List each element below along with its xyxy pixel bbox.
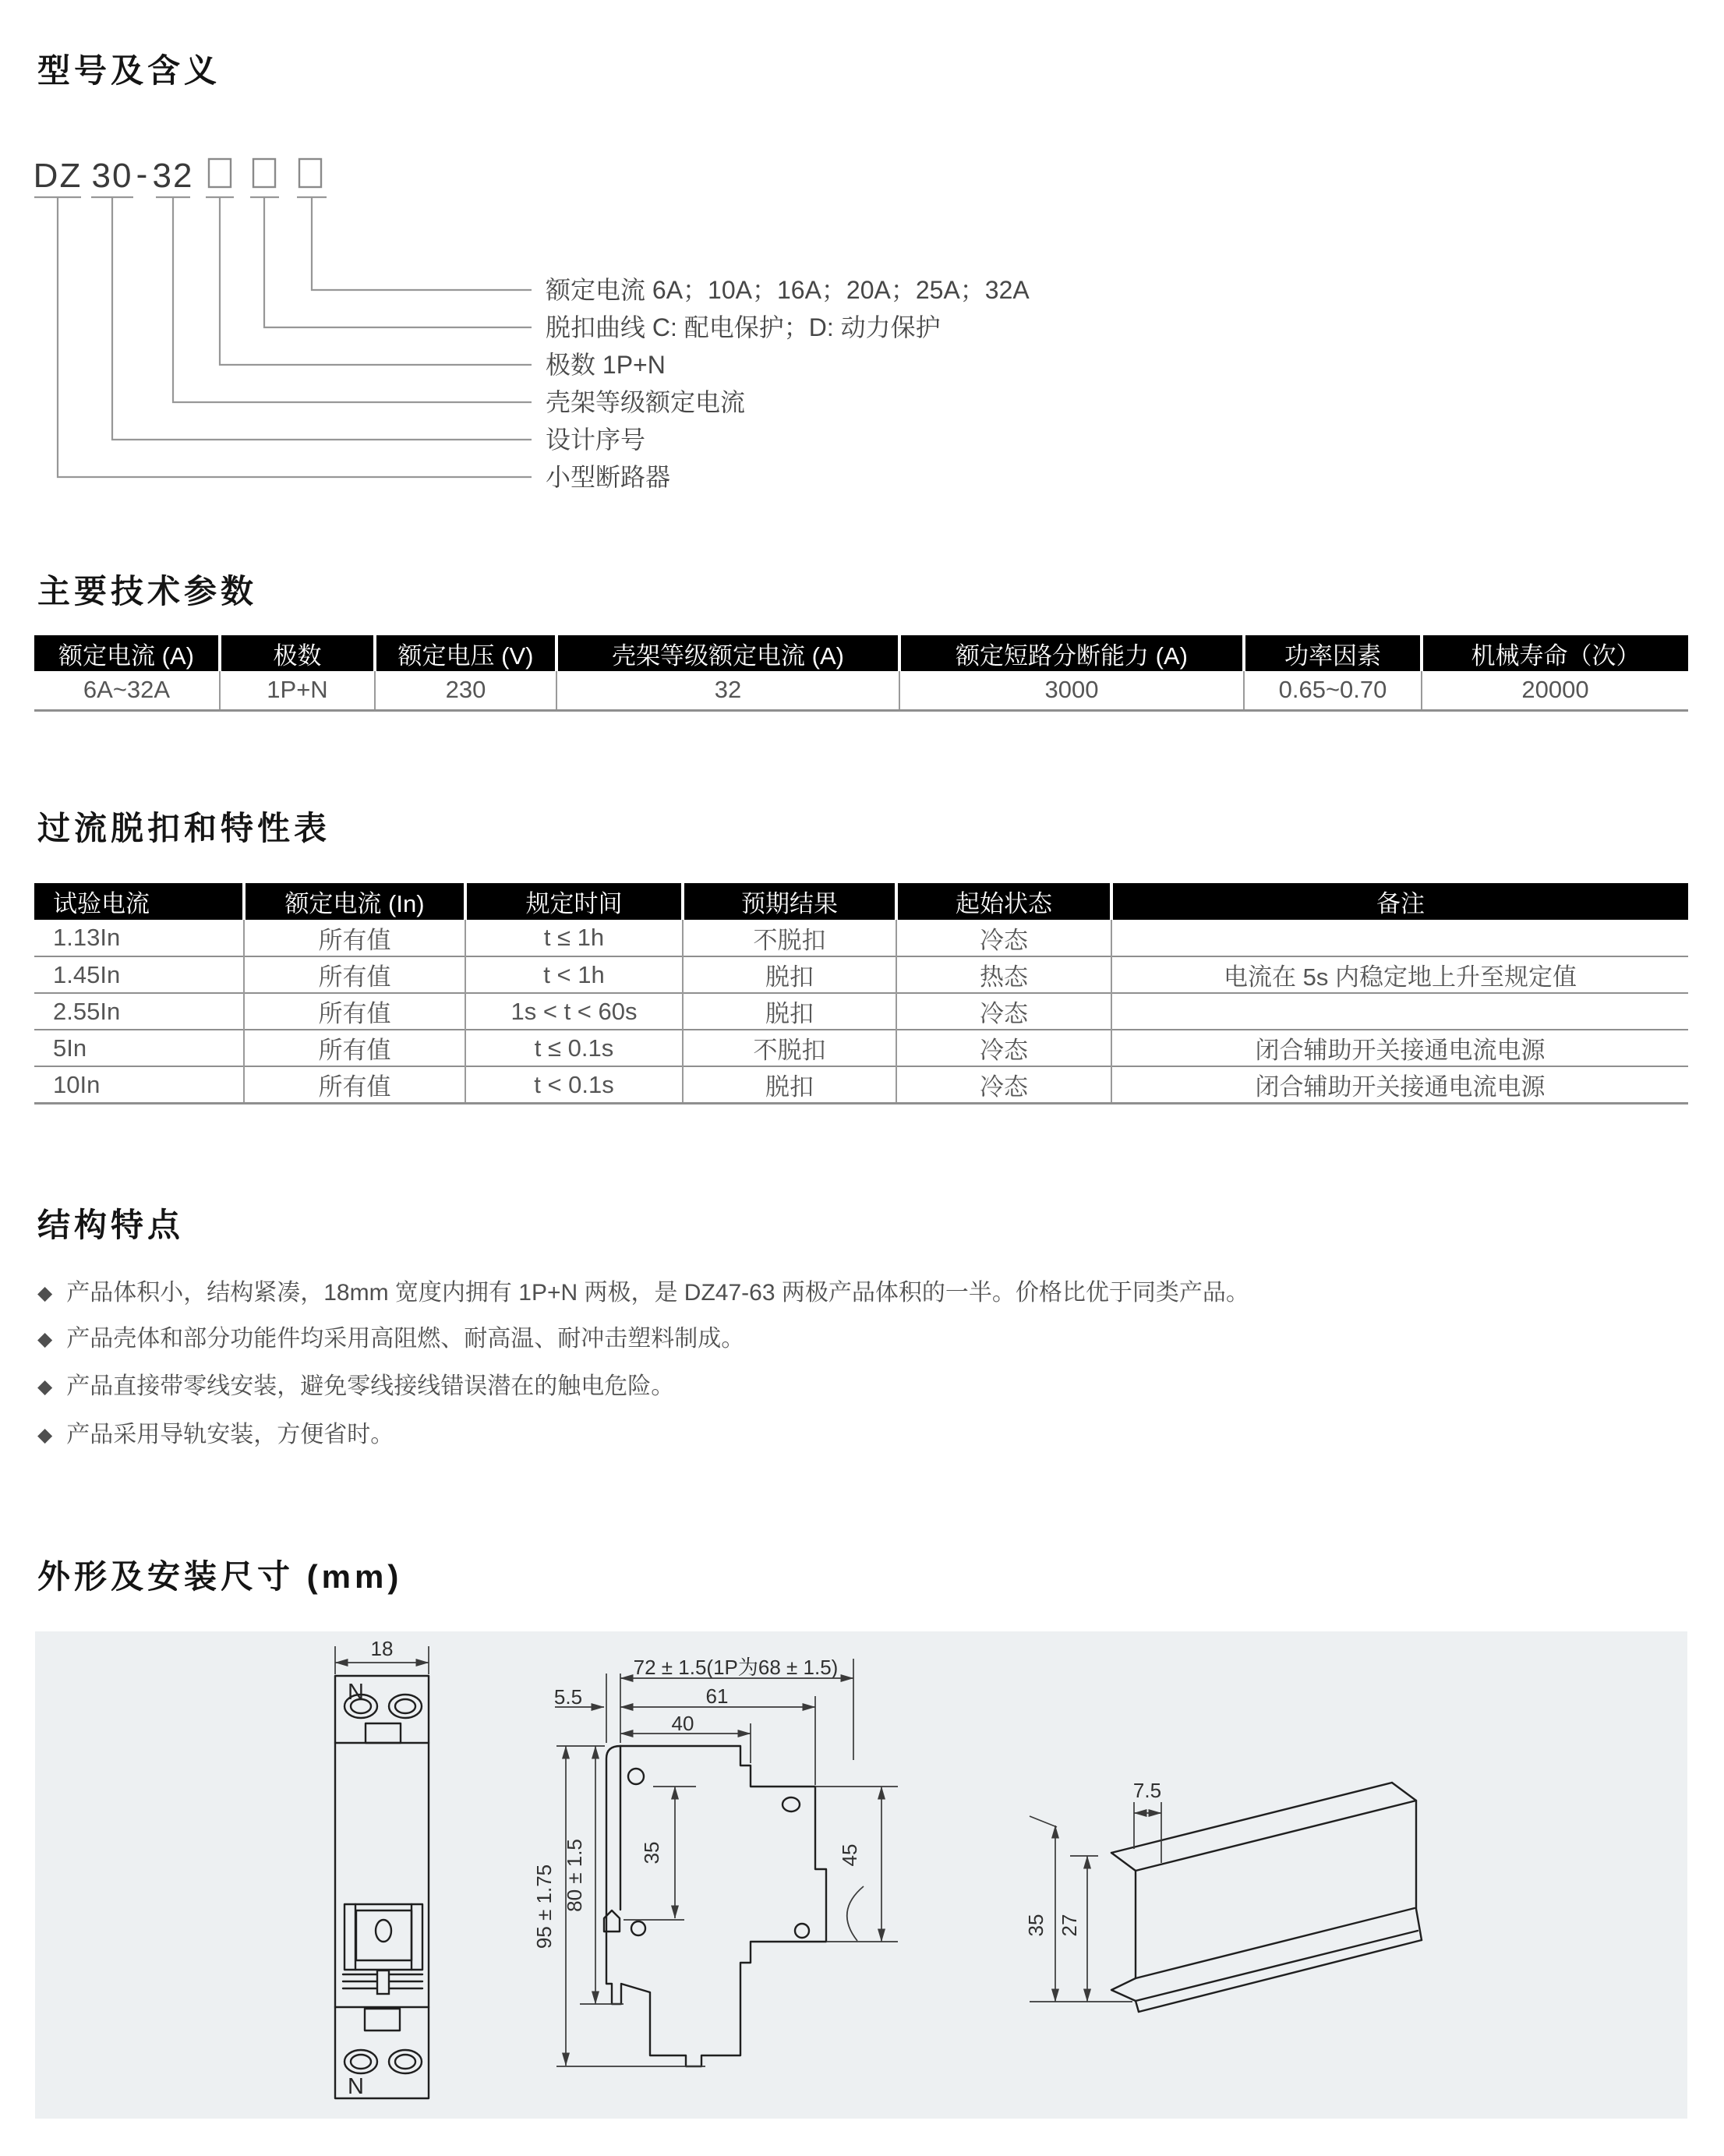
trip-characteristics-table bbox=[34, 883, 1688, 1105]
trip-cell: 所有值 bbox=[244, 1030, 465, 1066]
side-view-drawing bbox=[532, 1656, 898, 2066]
model-label-poles: 极数 1P+N bbox=[546, 351, 666, 379]
din-rail-drawing bbox=[1024, 1779, 1422, 2012]
side-dim-95: 95 ± 1.75 bbox=[532, 1864, 556, 1949]
tech-value-frame-current: 32 bbox=[556, 671, 899, 710]
trip-row-5 bbox=[34, 1066, 1688, 1104]
trip-header-result: 预期结果 bbox=[683, 883, 896, 920]
trip-header-row bbox=[34, 883, 1688, 920]
trip-cell: t < 1h bbox=[465, 956, 683, 993]
side-dim-61: 61 bbox=[705, 1684, 729, 1708]
trip-row-3 bbox=[34, 993, 1688, 1030]
trip-cell: 脱扣 bbox=[683, 993, 896, 1030]
trip-cell: 5In bbox=[34, 1030, 244, 1066]
trip-cell: 1s < t < 60s bbox=[465, 993, 683, 1030]
front-view-drawing bbox=[335, 1637, 429, 2099]
trip-cell: 2.55In bbox=[34, 993, 244, 1030]
model-label-mcb: 小型断路器 bbox=[546, 463, 671, 491]
tech-value-voltage: 230 bbox=[375, 671, 556, 710]
tech-header-mech-life: 机械寿命（次） bbox=[1422, 635, 1688, 671]
trip-cell bbox=[1111, 993, 1688, 1030]
trip-cell: 冷态 bbox=[896, 920, 1111, 956]
trip-cell: 所有值 bbox=[244, 1066, 465, 1104]
section-title-features: 结构特点 bbox=[37, 1207, 185, 1243]
model-code-box-2 bbox=[253, 159, 275, 187]
side-dim-5-5: 5.5 bbox=[553, 1685, 583, 1709]
trip-cell: 脱扣 bbox=[683, 1066, 896, 1104]
tech-value-power-factor: 0.65~0.70 bbox=[1244, 671, 1422, 710]
trip-row-2 bbox=[34, 956, 1688, 993]
tech-header-poles: 极数 bbox=[220, 635, 375, 671]
trip-cell: t ≤ 1h bbox=[465, 920, 683, 956]
section-title-trip: 过流脱扣和特性表 bbox=[37, 810, 331, 846]
feature-text: 产品体积小，结构紧凑，18mm 宽度内拥有 1P+N 两极，是 DZ47-63 两极产品体积的一半。价格比优于同类产品。 bbox=[66, 1280, 1249, 1306]
rail-dim-35: 35 bbox=[1024, 1914, 1047, 1937]
dimension-drawings-panel bbox=[35, 1631, 1687, 2119]
trip-cell: t < 0.1s bbox=[465, 1066, 683, 1104]
front-toggle-switch bbox=[344, 1904, 422, 1970]
model-code-diagram bbox=[0, 101, 1724, 553]
trip-header-remark: 备注 bbox=[1111, 883, 1688, 920]
trip-row-4 bbox=[34, 1030, 1688, 1066]
trip-cell: 1.45In bbox=[34, 956, 244, 993]
rail-dim-27: 27 bbox=[1058, 1914, 1081, 1937]
front-neutral-label-top: N bbox=[348, 1680, 364, 1705]
side-dim-45: 45 bbox=[838, 1843, 861, 1867]
model-code-dash: - bbox=[136, 155, 150, 193]
model-label-trip-curve: 脱扣曲线 C: 配电保护；D: 动力保护 bbox=[546, 313, 941, 341]
model-code-prefix: DZ bbox=[33, 157, 83, 195]
trip-cell: 闭合辅助开关接通电流电源 bbox=[1111, 1030, 1688, 1066]
model-connector-lines bbox=[58, 197, 532, 477]
diamond-bullet-icon: ◆ bbox=[37, 1282, 53, 1304]
trip-cell: 冷态 bbox=[896, 993, 1111, 1030]
tech-header-voltage: 额定电压 (V) bbox=[375, 635, 556, 671]
trip-cell: 1.13In bbox=[53, 924, 121, 951]
side-dim-35: 35 bbox=[640, 1841, 663, 1864]
model-label-rated-current: 额定电流 6A；10A；16A；20A；25A；32A bbox=[546, 276, 1030, 304]
tech-header-power-factor: 功率因素 bbox=[1244, 635, 1422, 671]
tech-header-breaking: 额定短路分断能力 (A) bbox=[899, 635, 1244, 671]
trip-cell: 10In bbox=[34, 1066, 244, 1104]
feature-text: 产品壳体和部分功能件均采用高阻燃、耐高温、耐冲击塑料制成。 bbox=[66, 1326, 745, 1352]
feature-item-3 bbox=[37, 1373, 1674, 1401]
trip-header-rated-current: 额定电流 (In) bbox=[244, 883, 465, 920]
diamond-bullet-icon: ◆ bbox=[37, 1424, 53, 1446]
trip-header-initial-state: 起始状态 bbox=[896, 883, 1111, 920]
tech-value-breaking: 3000 bbox=[899, 671, 1244, 710]
feature-item-1 bbox=[37, 1280, 1674, 1307]
model-code-box-1 bbox=[209, 159, 231, 187]
model-code-frame: 32 bbox=[152, 157, 194, 195]
tech-header-row bbox=[34, 635, 1688, 671]
diamond-bullet-icon: ◆ bbox=[37, 1376, 53, 1398]
model-code-box-3 bbox=[299, 159, 321, 187]
side-dim-72: 72 ± 1.5(1P为68 ± 1.5) bbox=[633, 1656, 839, 1679]
tech-value-poles: 1P+N bbox=[220, 671, 375, 710]
feature-text: 产品直接带零线安装，避免零线接线错误潜在的触电危险。 bbox=[66, 1373, 675, 1399]
feature-item-2 bbox=[37, 1326, 1674, 1353]
feature-text: 产品采用导轨安装，方便省时。 bbox=[66, 1422, 394, 1447]
tech-value-mech-life: 20000 bbox=[1422, 671, 1688, 710]
tech-header-rated-current: 额定电流 (A) bbox=[34, 635, 220, 671]
trip-row-1 bbox=[34, 920, 1688, 956]
trip-cell: 所有值 bbox=[244, 993, 465, 1030]
side-dim-40: 40 bbox=[671, 1712, 694, 1735]
model-code-series: 30 bbox=[91, 157, 133, 195]
trip-cell: 所有值 bbox=[244, 920, 465, 956]
trip-cell: 热态 bbox=[896, 956, 1111, 993]
trip-cell: 不脱扣 bbox=[683, 1030, 896, 1066]
tech-value-row bbox=[34, 671, 1688, 710]
model-label-design-serial: 设计序号 bbox=[546, 426, 646, 454]
section-title-dimensions: 外形及安装尺寸 (mm) bbox=[37, 1558, 403, 1595]
rail-dim-7-5: 7.5 bbox=[1132, 1779, 1162, 1802]
trip-header-time: 规定时间 bbox=[465, 883, 683, 920]
trip-cell: 冷态 bbox=[896, 1066, 1111, 1104]
trip-cell bbox=[1111, 920, 1688, 956]
side-dim-80: 80 ± 1.5 bbox=[563, 1839, 586, 1912]
trip-cell: 闭合辅助开关接通电流电源 bbox=[1111, 1066, 1688, 1104]
section-title-model: 型号及含义 bbox=[37, 52, 221, 89]
front-vent-slots bbox=[343, 1970, 422, 1994]
front-neutral-label-bottom: N bbox=[348, 2074, 364, 2099]
feature-item-4 bbox=[37, 1422, 1674, 1449]
dimension-drawings bbox=[35, 1631, 1687, 2119]
section-title-tech: 主要技术参数 bbox=[37, 573, 258, 610]
trip-cell: 脱扣 bbox=[683, 956, 896, 993]
tech-value-rated-current: 6A~32A bbox=[83, 676, 171, 704]
model-label-frame-current: 壳架等级额定电流 bbox=[546, 388, 746, 416]
trip-cell: t ≤ 0.1s bbox=[465, 1030, 683, 1066]
tech-params-table bbox=[34, 635, 1688, 712]
trip-cell: 电流在 5s 内稳定地上升至规定值 bbox=[1111, 956, 1688, 993]
front-top-terminal-tab bbox=[366, 1723, 401, 1743]
trip-header-test-current: 试验电流 bbox=[34, 883, 244, 920]
tech-header-frame-current: 壳架等级额定电流 (A) bbox=[556, 635, 899, 671]
front-bottom-terminal-tab bbox=[365, 2009, 400, 2031]
front-width-dim: 18 bbox=[370, 1637, 394, 1660]
trip-cell: 所有值 bbox=[244, 956, 465, 993]
diamond-bullet-icon: ◆ bbox=[37, 1328, 53, 1350]
trip-cell: 不脱扣 bbox=[683, 920, 896, 956]
trip-cell: 冷态 bbox=[896, 1030, 1111, 1066]
